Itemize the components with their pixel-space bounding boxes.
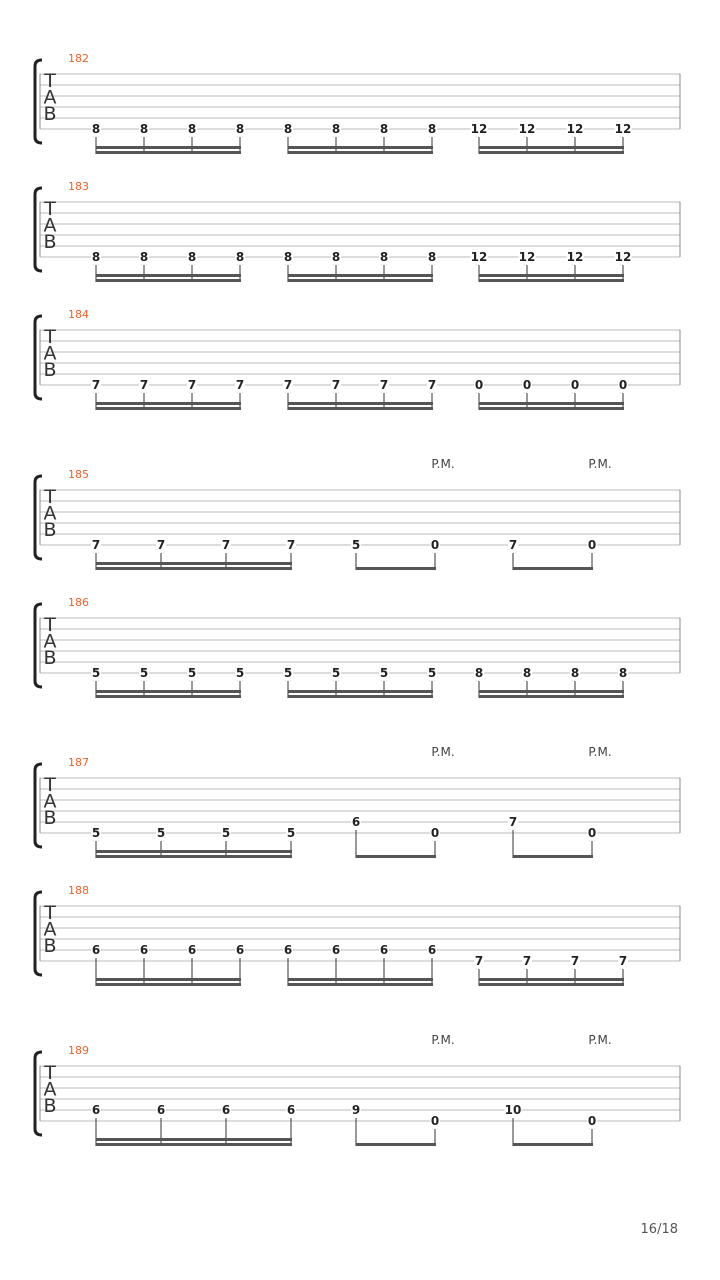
fret-number: 7 — [221, 538, 231, 552]
fret-number: 8 — [331, 250, 341, 264]
beam — [356, 567, 436, 570]
system-bracket — [35, 1052, 42, 1135]
beam — [356, 1143, 436, 1146]
fret-number: 8 — [427, 250, 437, 264]
fret-number: 6 — [187, 943, 197, 957]
tab-clef-letter: A — [43, 502, 57, 525]
fret-number: 9 — [351, 1103, 361, 1117]
measure-number: 185 — [68, 468, 89, 481]
fret-number: 5 — [235, 666, 245, 680]
fret-number: 5 — [91, 666, 101, 680]
fret-number: 7 — [283, 378, 293, 392]
fret-number: 0 — [618, 378, 628, 392]
fret-number: 7 — [235, 378, 245, 392]
beam — [513, 855, 593, 858]
fret-number: 0 — [430, 538, 440, 552]
fret-number: 0 — [587, 538, 597, 552]
beam — [288, 978, 433, 981]
measure-number: 182 — [68, 52, 89, 65]
beam — [96, 978, 241, 981]
system-bracket — [35, 60, 42, 143]
tab-clef-letter: T — [44, 198, 56, 220]
beam — [288, 690, 433, 693]
measure-number: 186 — [68, 596, 89, 609]
fret-number: 0 — [587, 826, 597, 840]
beam — [288, 695, 433, 698]
palm-mute-label: P.M. — [431, 1033, 455, 1047]
fret-number: 8 — [139, 122, 149, 136]
fret-number: 6 — [235, 943, 245, 957]
beam — [96, 850, 292, 853]
beam — [356, 855, 436, 858]
fret-number: 6 — [283, 943, 293, 957]
tab-system — [35, 745, 680, 858]
tab-clef-letter: T — [44, 902, 56, 924]
fret-number: 7 — [427, 378, 437, 392]
fret-number: 7 — [331, 378, 341, 392]
fret-number: 8 — [283, 122, 293, 136]
fret-number: 5 — [156, 826, 166, 840]
tab-clef-letter: A — [43, 214, 57, 237]
beam — [96, 274, 241, 277]
beam — [96, 983, 241, 986]
fret-number: 6 — [91, 1103, 101, 1117]
tab-system — [35, 596, 680, 698]
fret-number: 12 — [614, 250, 632, 264]
beam — [288, 146, 433, 149]
fret-number: 8 — [331, 122, 341, 136]
beam — [96, 562, 292, 565]
fret-number: 10 — [504, 1103, 522, 1117]
fret-number: 7 — [508, 538, 518, 552]
system-bracket — [35, 476, 42, 559]
beam — [288, 279, 433, 282]
fret-number: 6 — [379, 943, 389, 957]
palm-mute-label: P.M. — [588, 745, 612, 759]
beam — [513, 1143, 593, 1146]
fret-number: 8 — [522, 666, 532, 680]
fret-number: 0 — [587, 1114, 597, 1128]
tab-clef-letter: A — [43, 790, 57, 813]
fret-number: 12 — [614, 122, 632, 136]
fret-number: 5 — [283, 666, 293, 680]
beam — [96, 1138, 292, 1141]
fret-number: 12 — [470, 250, 488, 264]
fret-number: 7 — [187, 378, 197, 392]
fret-number: 7 — [570, 954, 580, 968]
measure-number: 189 — [68, 1044, 89, 1057]
beam — [96, 690, 241, 693]
tab-system — [35, 457, 680, 570]
fret-number: 7 — [508, 815, 518, 829]
tab-clef-letter: B — [43, 231, 57, 253]
beam — [96, 402, 241, 405]
fret-number: 8 — [187, 122, 197, 136]
fret-number: 0 — [430, 1114, 440, 1128]
beam — [479, 695, 624, 698]
fret-number: 7 — [379, 378, 389, 392]
measure-number: 184 — [68, 308, 89, 321]
fret-number: 8 — [379, 250, 389, 264]
system-bracket — [35, 316, 42, 399]
palm-mute-label: P.M. — [431, 745, 455, 759]
fret-number: 6 — [139, 943, 149, 957]
beam — [479, 151, 624, 154]
tab-clef-letter: B — [43, 935, 57, 957]
beam — [479, 279, 624, 282]
tab-clef-letter: A — [43, 630, 57, 653]
tab-system — [35, 308, 680, 410]
fret-number: 6 — [91, 943, 101, 957]
fret-number: 7 — [474, 954, 484, 968]
fret-number: 8 — [618, 666, 628, 680]
fret-number: 6 — [156, 1103, 166, 1117]
palm-mute-label: P.M. — [431, 457, 455, 471]
fret-number: 5 — [427, 666, 437, 680]
measure-number: 188 — [68, 884, 89, 897]
fret-number: 5 — [221, 826, 231, 840]
beam — [479, 274, 624, 277]
fret-number: 6 — [221, 1103, 231, 1117]
fret-number: 6 — [427, 943, 437, 957]
fret-number: 8 — [91, 250, 101, 264]
tab-clef-letter: B — [43, 519, 57, 541]
fret-number: 0 — [474, 378, 484, 392]
fret-number: 0 — [570, 378, 580, 392]
palm-mute-label: P.M. — [588, 1033, 612, 1047]
fret-number: 8 — [235, 122, 245, 136]
beam — [96, 407, 241, 410]
tab-clef-letter: B — [43, 647, 57, 669]
fret-number: 6 — [331, 943, 341, 957]
fret-number: 7 — [139, 378, 149, 392]
fret-number: 8 — [235, 250, 245, 264]
fret-number: 12 — [566, 122, 584, 136]
beam — [96, 855, 292, 858]
palm-mute-label: P.M. — [588, 457, 612, 471]
fret-number: 12 — [470, 122, 488, 136]
fret-number: 8 — [139, 250, 149, 264]
beam — [96, 146, 241, 149]
tab-clef-letter: T — [44, 70, 56, 92]
fret-number: 8 — [427, 122, 437, 136]
system-bracket — [35, 604, 42, 687]
fret-number: 12 — [518, 250, 536, 264]
beam — [96, 567, 292, 570]
system-bracket — [35, 188, 42, 271]
tab-system — [35, 52, 680, 154]
fret-number: 12 — [566, 250, 584, 264]
beam — [288, 151, 433, 154]
beam — [288, 407, 433, 410]
beam — [288, 983, 433, 986]
tab-clef-letter: B — [43, 807, 57, 829]
fret-number: 5 — [91, 826, 101, 840]
fret-number: 5 — [286, 826, 296, 840]
tab-system — [35, 1033, 680, 1146]
page-number: 16/18 — [640, 1222, 678, 1237]
fret-number: 8 — [570, 666, 580, 680]
fret-number: 12 — [518, 122, 536, 136]
tab-system — [35, 884, 680, 986]
tab-clef-letter: T — [44, 486, 56, 508]
tab-clef-letter: A — [43, 342, 57, 365]
fret-number: 5 — [351, 538, 361, 552]
tab-clef-letter: A — [43, 86, 57, 109]
fret-number: 7 — [91, 538, 101, 552]
tab-clef-letter: T — [44, 774, 56, 796]
tab-clef-letter: T — [44, 614, 56, 636]
beam — [96, 151, 241, 154]
fret-number: 5 — [379, 666, 389, 680]
fret-number: 7 — [91, 378, 101, 392]
fret-number: 7 — [618, 954, 628, 968]
fret-number: 7 — [156, 538, 166, 552]
fret-number: 8 — [91, 122, 101, 136]
beam — [479, 983, 624, 986]
beam — [479, 978, 624, 981]
fret-number: 0 — [522, 378, 532, 392]
beam — [288, 402, 433, 405]
tab-clef-letter: T — [44, 1062, 56, 1084]
tab-clef-letter: A — [43, 918, 57, 941]
beam — [288, 274, 433, 277]
fret-number: 8 — [379, 122, 389, 136]
fret-number: 8 — [474, 666, 484, 680]
fret-number: 5 — [331, 666, 341, 680]
beam — [479, 690, 624, 693]
system-bracket — [35, 764, 42, 847]
beam — [96, 279, 241, 282]
fret-number: 7 — [286, 538, 296, 552]
tab-clef-letter: A — [43, 1078, 57, 1101]
beam — [479, 402, 624, 405]
beam — [479, 407, 624, 410]
fret-number: 5 — [187, 666, 197, 680]
tab-clef-letter: T — [44, 326, 56, 348]
beam — [479, 146, 624, 149]
measure-number: 187 — [68, 756, 89, 769]
fret-number: 0 — [430, 826, 440, 840]
beam — [96, 695, 241, 698]
fret-number: 8 — [187, 250, 197, 264]
fret-number: 6 — [286, 1103, 296, 1117]
beam — [513, 567, 593, 570]
tab-clef-letter: B — [43, 1095, 57, 1117]
fret-number: 5 — [139, 666, 149, 680]
fret-number: 6 — [351, 815, 361, 829]
tab-system — [35, 180, 680, 282]
fret-number: 7 — [522, 954, 532, 968]
measure-number: 183 — [68, 180, 89, 193]
system-bracket — [35, 892, 42, 975]
tab-clef-letter: B — [43, 359, 57, 381]
tab-clef-letter: B — [43, 103, 57, 125]
beam — [96, 1143, 292, 1146]
fret-number: 8 — [283, 250, 293, 264]
